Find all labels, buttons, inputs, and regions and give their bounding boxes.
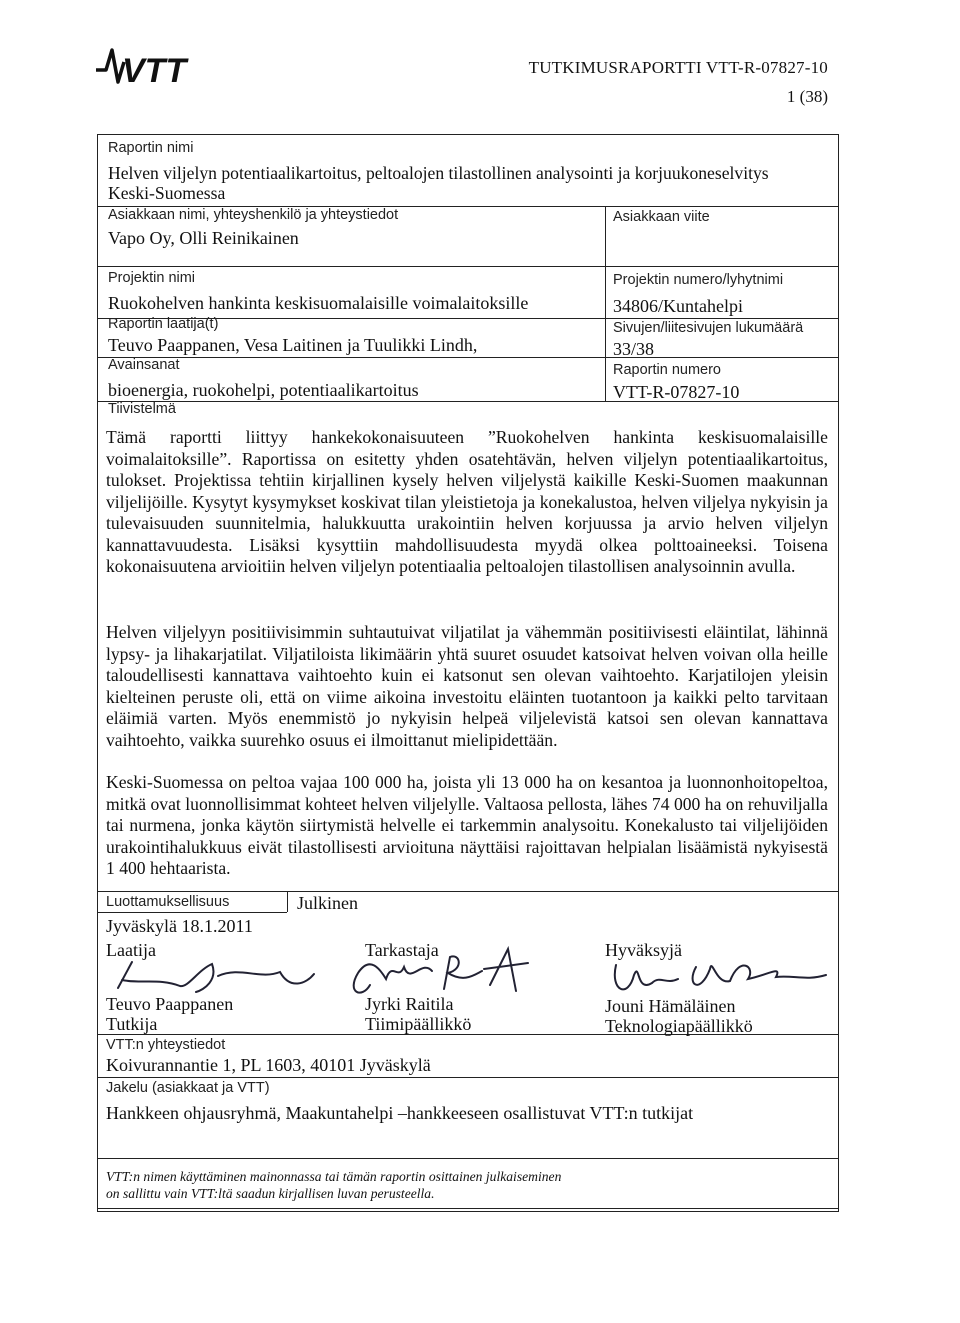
- checker-title: Tiimipäällikkö: [365, 1014, 472, 1034]
- project-name-value: Ruokohelven hankinta keskisuomalaisille voimalaitoksille: [108, 293, 529, 313]
- project-name-label: Projektin nimi: [108, 270, 196, 286]
- report-name-label: Raportin nimi: [108, 140, 194, 156]
- distribution-value: Hankkeen ohjausryhmä, Maakuntahelpi –hankkeeseen osallistuvat VTT:n tutkijat: [106, 1103, 694, 1123]
- approver-role: Hyväksyjä: [605, 940, 682, 960]
- report-name-line1: Helven viljelyn potentiaalikartoitus, peltoalojen tilastollinen analysointi ja korjuukoneselvitys: [108, 163, 769, 183]
- report-name-line2: Keski-Suomessa: [108, 183, 226, 203]
- page-number: 1 (38): [786, 87, 828, 106]
- project-number-value: 34806/Kuntahelpi: [613, 296, 743, 316]
- client-value: Vapo Oy, Olli Reinikainen: [108, 228, 299, 248]
- pages-value: 33/38: [613, 339, 655, 359]
- authors-value: Teuvo Paappanen, Vesa Laitinen ja Tuulikki Lindh,: [108, 335, 478, 355]
- contacts-value: Koivurannantie 1, PL 1603, 40101 Jyväskylä: [106, 1055, 431, 1075]
- contacts-label: VTT:n yhteystiedot: [106, 1037, 226, 1053]
- checker-role: Tarkastaja: [365, 940, 439, 960]
- checker-signature: [340, 945, 540, 1000]
- approver-title: Teknologiapäällikkö: [605, 1016, 753, 1036]
- abstract-paragraph-1: Tämä raportti liittyy hankekokonaisuuteen ”Ruokohelven hankinta keskisuomalaisille voimalaitoksille”. Raportissa on esitetty yhden osatehtävän, helven viljelyn potentiaalikartoitus, tulokset. Projektissa tehtiin kirjallinen kysely helven viljelystä kaikille Keski-Suomen maakunnan viljelijöille. Kysytyt kysymykset koskivat tilan yleistietoja ja konekalustoa, helven viljelya nykyisin ja tulevaisuuden suunnitelmia, halukkuutta urakointiin helven korjuussa ja arvio helven viljelyn kannattavuudesta. Lisäksi kysyttiin mahdollisuudesta myydä olkea polttoaineeksi. Toisena kokonaisuutena arvioitiin helven viljelyn potentiaalia peltoalojen tilastollisen analysoinnin avulla.: [106, 427, 828, 576]
- abstract-paragraph-2: Helven viljelyyn positiivisimmin suhtautuivat viljatilat ja vähemmän positiivisesti eläintilat, lähinnä lypsy- ja lihakarjatilat. Viljatiloista likimäärin yhtä suuret osuudet katsoivat helven voivan olla heille taloudellisesti kannattava vaihtoehto kuin ei katsonut sen olevan vaihtoehto. Karjatilojen yleisin kielteinen peruste oli, että on viime aikoina investoitu eläinten tuotantoon ja kaikki pelto tarvitaan eläimiä varten. Myös enemmistö jo nykyisin helpeä viljelevistä katsoi sen olevan kannattava vaihtoehto, vaikka suurehko osuus ei ilmoittanut mielipidettään.: [106, 622, 828, 750]
- vtt-logo: [92, 40, 222, 90]
- confidentiality-label: Luottamuksellisuus: [106, 894, 230, 910]
- divider: [97, 1077, 839, 1078]
- place-date: Jyväskylä 18.1.2011: [106, 916, 253, 936]
- divider: [97, 912, 287, 913]
- author-name: Teuvo Paappanen: [106, 994, 234, 1014]
- column-divider: [287, 891, 288, 912]
- abstract-label: Tiivistelmä: [108, 401, 176, 417]
- disclaimer-line-1: VTT:n nimen käyttäminen mainonnassa tai tämän raportin osittainen julkaiseminen: [106, 1169, 562, 1184]
- disclaimer-line-2: on sallittu vain VTT:ltä saadun kirjallisen luvan perusteella.: [106, 1186, 435, 1201]
- authors-label: Raportin laatija(t): [108, 316, 219, 332]
- checker-name: Jyrki Raitila: [365, 994, 454, 1014]
- distribution-label: Jakelu (asiakkaat ja VTT): [106, 1080, 270, 1096]
- keywords-label: Avainsanat: [108, 357, 180, 373]
- keywords-value: bioenergia, ruokohelpi, potentiaalikartoitus: [108, 380, 419, 400]
- pages-label: Sivujen/liitesivujen lukumäärä: [613, 320, 804, 336]
- author-role: Laatija: [106, 940, 156, 960]
- report-number-label: Raportin numero: [613, 362, 721, 378]
- divider: [97, 891, 839, 892]
- approver-name: Jouni Hämäläinen: [605, 996, 736, 1016]
- column-divider: [605, 206, 606, 401]
- confidentiality-value: Julkinen: [297, 893, 358, 913]
- svg-text:VTT: VTT: [122, 52, 187, 90]
- project-number-label: Projektin numero/lyhytnimi: [613, 272, 784, 288]
- report-number-value: VTT-R-07827-10: [613, 382, 740, 402]
- disclaimer-box: [97, 1158, 839, 1212]
- author-signature: [110, 950, 320, 995]
- author-title: Tutkija: [106, 1014, 158, 1034]
- client-reference-label: Asiakkaan viite: [613, 209, 710, 225]
- document-reference: TUTKIMUSRAPORTTI VTT-R-07827-10: [528, 58, 828, 77]
- abstract-paragraph-3: Keski-Suomessa on peltoa vajaa 100 000 ha, joista yli 13 000 ha on kesantoa ja luonnonhoitopeltoa, mitkä ovat luonnollisimmat kohteet helven viljelylle. Valtaosa pellosta, lähes 74 000 ha on rehuviljalla tai nurmena, jonka käytön siirtymistä helvelle ei tarkemmin analysoitu. Konekalusto tai viljelijöiden urakointihalukkuus eivät tilastollisesti arvioituna näyttäisi rajoittavan helpialan lisäämistä nykyisestä 1 400 hehtaarista.: [106, 772, 828, 878]
- divider: [97, 266, 839, 267]
- divider: [97, 357, 839, 358]
- client-label: Asiakkaan nimi, yhteyshenkilö ja yhteystiedot: [108, 207, 399, 223]
